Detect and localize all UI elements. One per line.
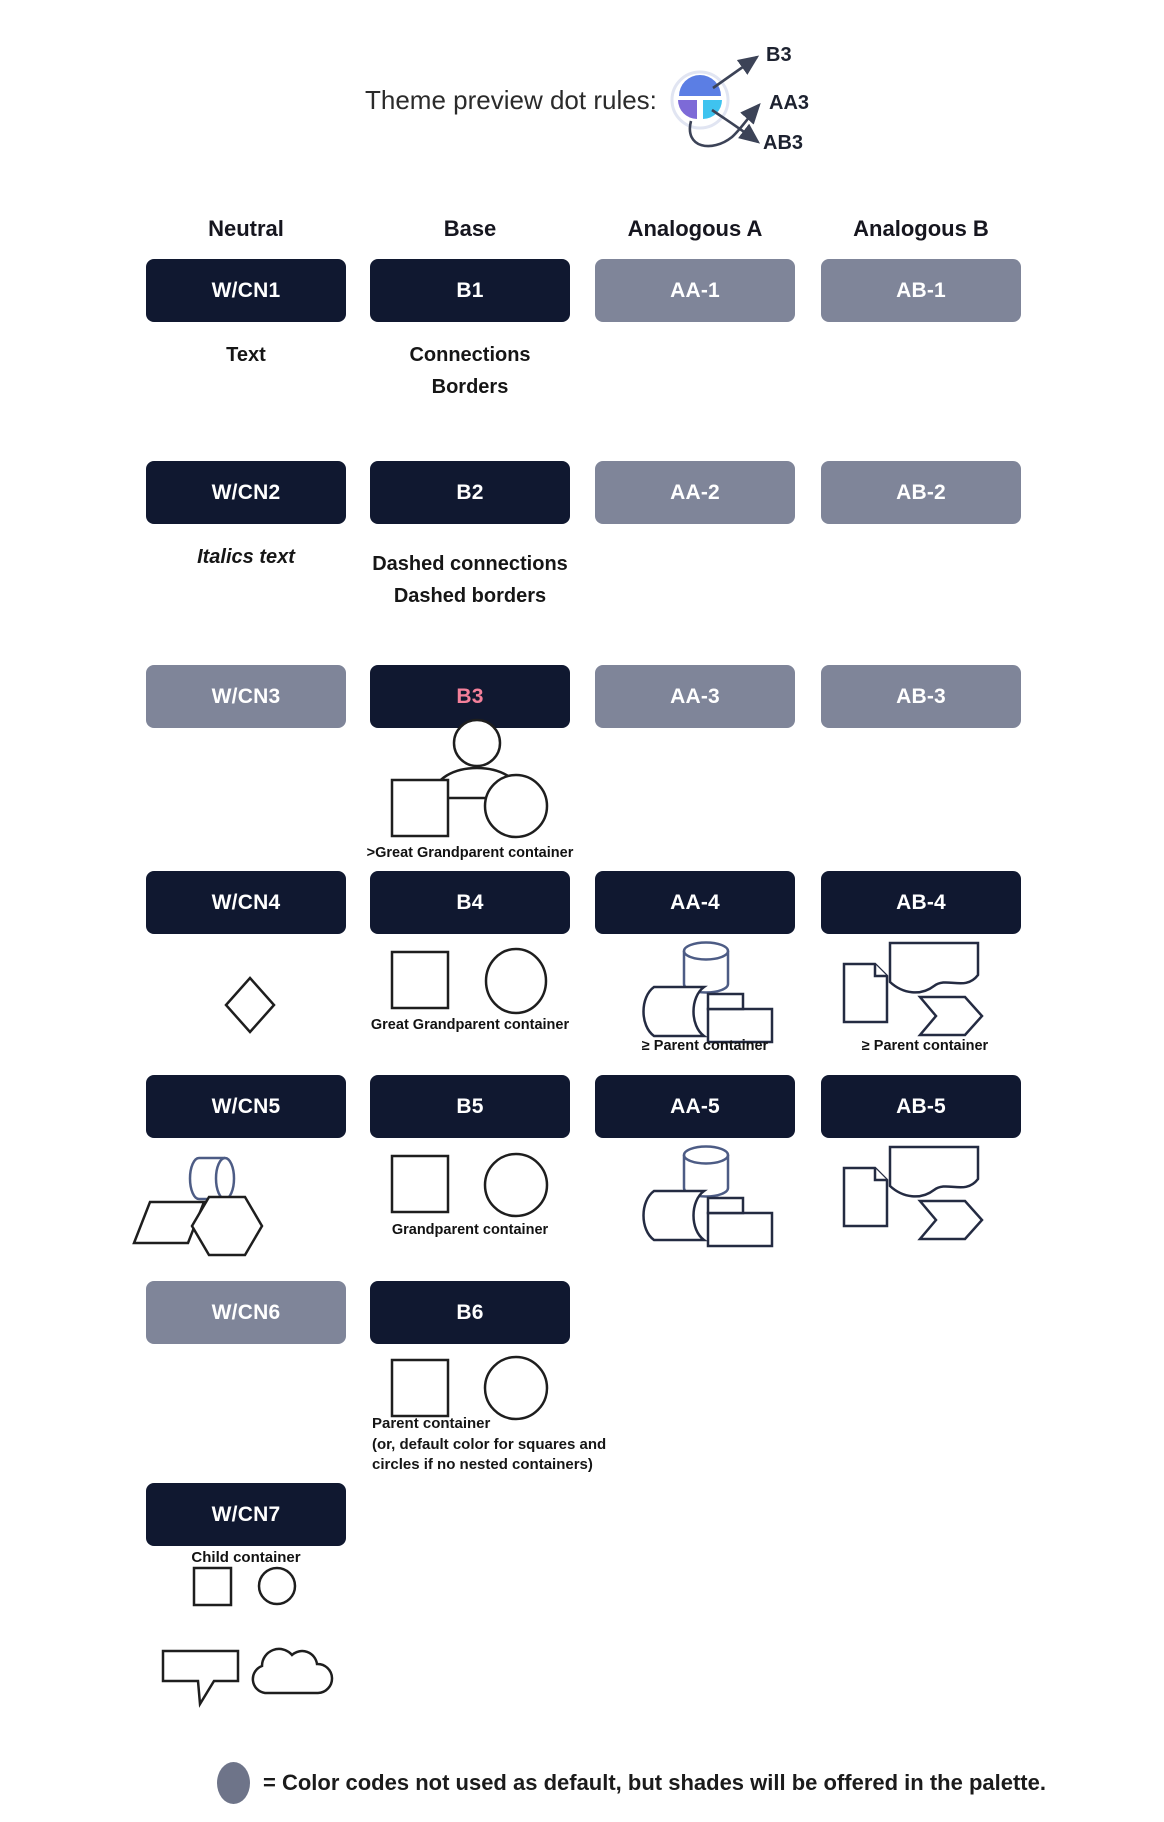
- wcn4-shape-group: [224, 976, 276, 1034]
- swatch-b2: [370, 461, 570, 524]
- b4-shape-group: [380, 945, 580, 1020]
- circle-icon: [485, 1154, 547, 1216]
- swatch-b4: [370, 871, 570, 934]
- wcn5-shape-group: [120, 1140, 320, 1265]
- caption-borders: Borders: [431, 376, 509, 398]
- swatch-aa3: [595, 665, 795, 728]
- ab5-shape-group: [835, 1139, 995, 1249]
- swatch-label: B1: [456, 278, 484, 302]
- swatch-label: AA-3: [670, 684, 720, 708]
- caption-italics-text: Italics text: [197, 546, 295, 568]
- legend-dot-icon: [217, 1762, 250, 1804]
- circle-icon: [485, 775, 547, 837]
- caption-dashed-connections: Dashed connections: [372, 553, 568, 575]
- flag-icon: [890, 1147, 978, 1196]
- swatch-wcn1: [146, 259, 346, 322]
- caption-b6-line2: (or, default color for squares and: [372, 1435, 607, 1453]
- square-icon: [392, 1156, 448, 1212]
- horizontal-cylinder-end-icon: [216, 1158, 234, 1199]
- swatch-ab2: [821, 461, 1021, 524]
- chevron-icon: [920, 1201, 982, 1239]
- swatch-label: B3: [456, 684, 484, 708]
- caption-b6-line1: Parent container: [372, 1415, 491, 1432]
- swatch-wcn3: [146, 665, 346, 728]
- swatch-label: AB-1: [896, 278, 946, 302]
- swatch-label: W/CN2: [211, 480, 281, 504]
- ab4-shape-group: [835, 935, 995, 1045]
- dot-target-ab3: AB3: [763, 132, 804, 154]
- swatch-label: AB-2: [896, 480, 946, 504]
- dot-bottom-left-segment-icon: [678, 100, 697, 119]
- swatch-label: B6: [456, 1300, 484, 1324]
- folder-tab-icon: [708, 994, 743, 1009]
- swatch-ab4: [821, 871, 1021, 934]
- swatch-label: AB-3: [896, 684, 946, 708]
- caption-b5: Grandparent container: [391, 1222, 549, 1238]
- swatch-aa1: [595, 259, 795, 322]
- person-head-icon: [454, 720, 500, 766]
- swatch-label: AA-4: [670, 890, 720, 914]
- page-title: Theme preview dot rules:: [365, 85, 657, 115]
- swatch-b5: [370, 1075, 570, 1138]
- wcn7-shape-group: [150, 1560, 360, 1710]
- aa4-shape-group: [620, 935, 795, 1047]
- swatch-label: B2: [456, 480, 484, 504]
- square-icon: [392, 780, 448, 836]
- swatch-label: AA-1: [670, 278, 720, 302]
- swatch-label: AA-5: [670, 1094, 720, 1118]
- aa5-shape-group: [620, 1139, 795, 1251]
- caption-connections: Connections: [409, 344, 531, 366]
- caption-b6-line3: circles if no nested containers): [372, 1456, 593, 1473]
- cylinder-top-icon: [684, 943, 728, 960]
- swatch-label: B4: [456, 890, 484, 914]
- swatch-wcn7: [146, 1483, 346, 1546]
- caption-aa4: ≥ Parent container: [641, 1038, 769, 1054]
- square-icon: [194, 1568, 231, 1605]
- swatch-ab1: [821, 259, 1021, 322]
- swatch-wcn6: [146, 1281, 346, 1344]
- swatch-aa4: [595, 871, 795, 934]
- swatch-label: AA-2: [670, 480, 720, 504]
- circle-icon: [485, 1357, 547, 1419]
- swatch-label: W/CN5: [211, 1094, 281, 1118]
- swatch-label: W/CN3: [211, 684, 281, 708]
- swatch-label: W/CN1: [211, 278, 281, 302]
- hexagon-icon: [192, 1197, 262, 1255]
- column-header-neutral: Neutral: [208, 216, 284, 241]
- caption-dashed-borders: Dashed borders: [393, 585, 547, 607]
- folder-tab-icon: [708, 1198, 743, 1213]
- column-header-analogous-a: Analogous A: [627, 216, 763, 241]
- flag-icon: [890, 943, 978, 992]
- swatch-label: AB-5: [896, 1094, 946, 1118]
- arrow-to-b3-icon: [713, 57, 757, 88]
- swatch-label: W/CN4: [211, 890, 281, 914]
- swatch-wcn5: [146, 1075, 346, 1138]
- caption-ab4: ≥ Parent container: [861, 1038, 989, 1054]
- dot-target-b3: B3: [766, 44, 792, 66]
- theme-dot-graphic: [560, 20, 860, 170]
- diamond-icon: [226, 978, 274, 1032]
- swatch-ab3: [821, 665, 1021, 728]
- circle-icon: [486, 949, 546, 1013]
- chevron-icon: [920, 997, 982, 1035]
- b5-shape-group: [380, 1149, 580, 1224]
- b3-shape-group: [380, 700, 600, 850]
- swatch-aa5: [595, 1075, 795, 1138]
- column-header-base: Base: [443, 216, 497, 241]
- circle-icon: [259, 1568, 295, 1604]
- stored-data-icon: [644, 1191, 705, 1240]
- swatch-b1: [370, 259, 570, 322]
- cylinder-top-icon: [684, 1147, 728, 1164]
- stored-data-icon: [644, 987, 705, 1036]
- column-header-analogous-b: Analogous B: [853, 216, 989, 241]
- swatch-wcn4: [146, 871, 346, 934]
- folder-body-icon: [708, 1213, 772, 1246]
- legend-text: = Color codes not used as default, but shades will be offered in the palette.: [263, 1770, 1046, 1795]
- caption-b3: >Great Grandparent container: [366, 845, 574, 861]
- square-icon: [392, 952, 448, 1008]
- caption-text: Text: [226, 344, 266, 366]
- swatch-label: AB-4: [896, 890, 946, 914]
- swatch-wcn2: [146, 461, 346, 524]
- caption-b6: [372, 1414, 642, 1476]
- dot-target-aa3: AA3: [769, 92, 810, 114]
- caption-b4: Great Grandparent container: [370, 1017, 570, 1033]
- swatch-label: W/CN7: [211, 1502, 281, 1526]
- cloud-icon: [253, 1649, 332, 1693]
- swatch-b6: [370, 1281, 570, 1344]
- swatch-ab5: [821, 1075, 1021, 1138]
- swatch-aa2: [595, 461, 795, 524]
- note-fold-icon: [875, 964, 887, 976]
- caption-cn7: Child container: [191, 1549, 301, 1566]
- swatch-label: W/CN6: [211, 1300, 281, 1324]
- speech-bubble-icon: [163, 1651, 238, 1704]
- swatch-label: B5: [456, 1094, 484, 1118]
- square-icon: [392, 1360, 448, 1416]
